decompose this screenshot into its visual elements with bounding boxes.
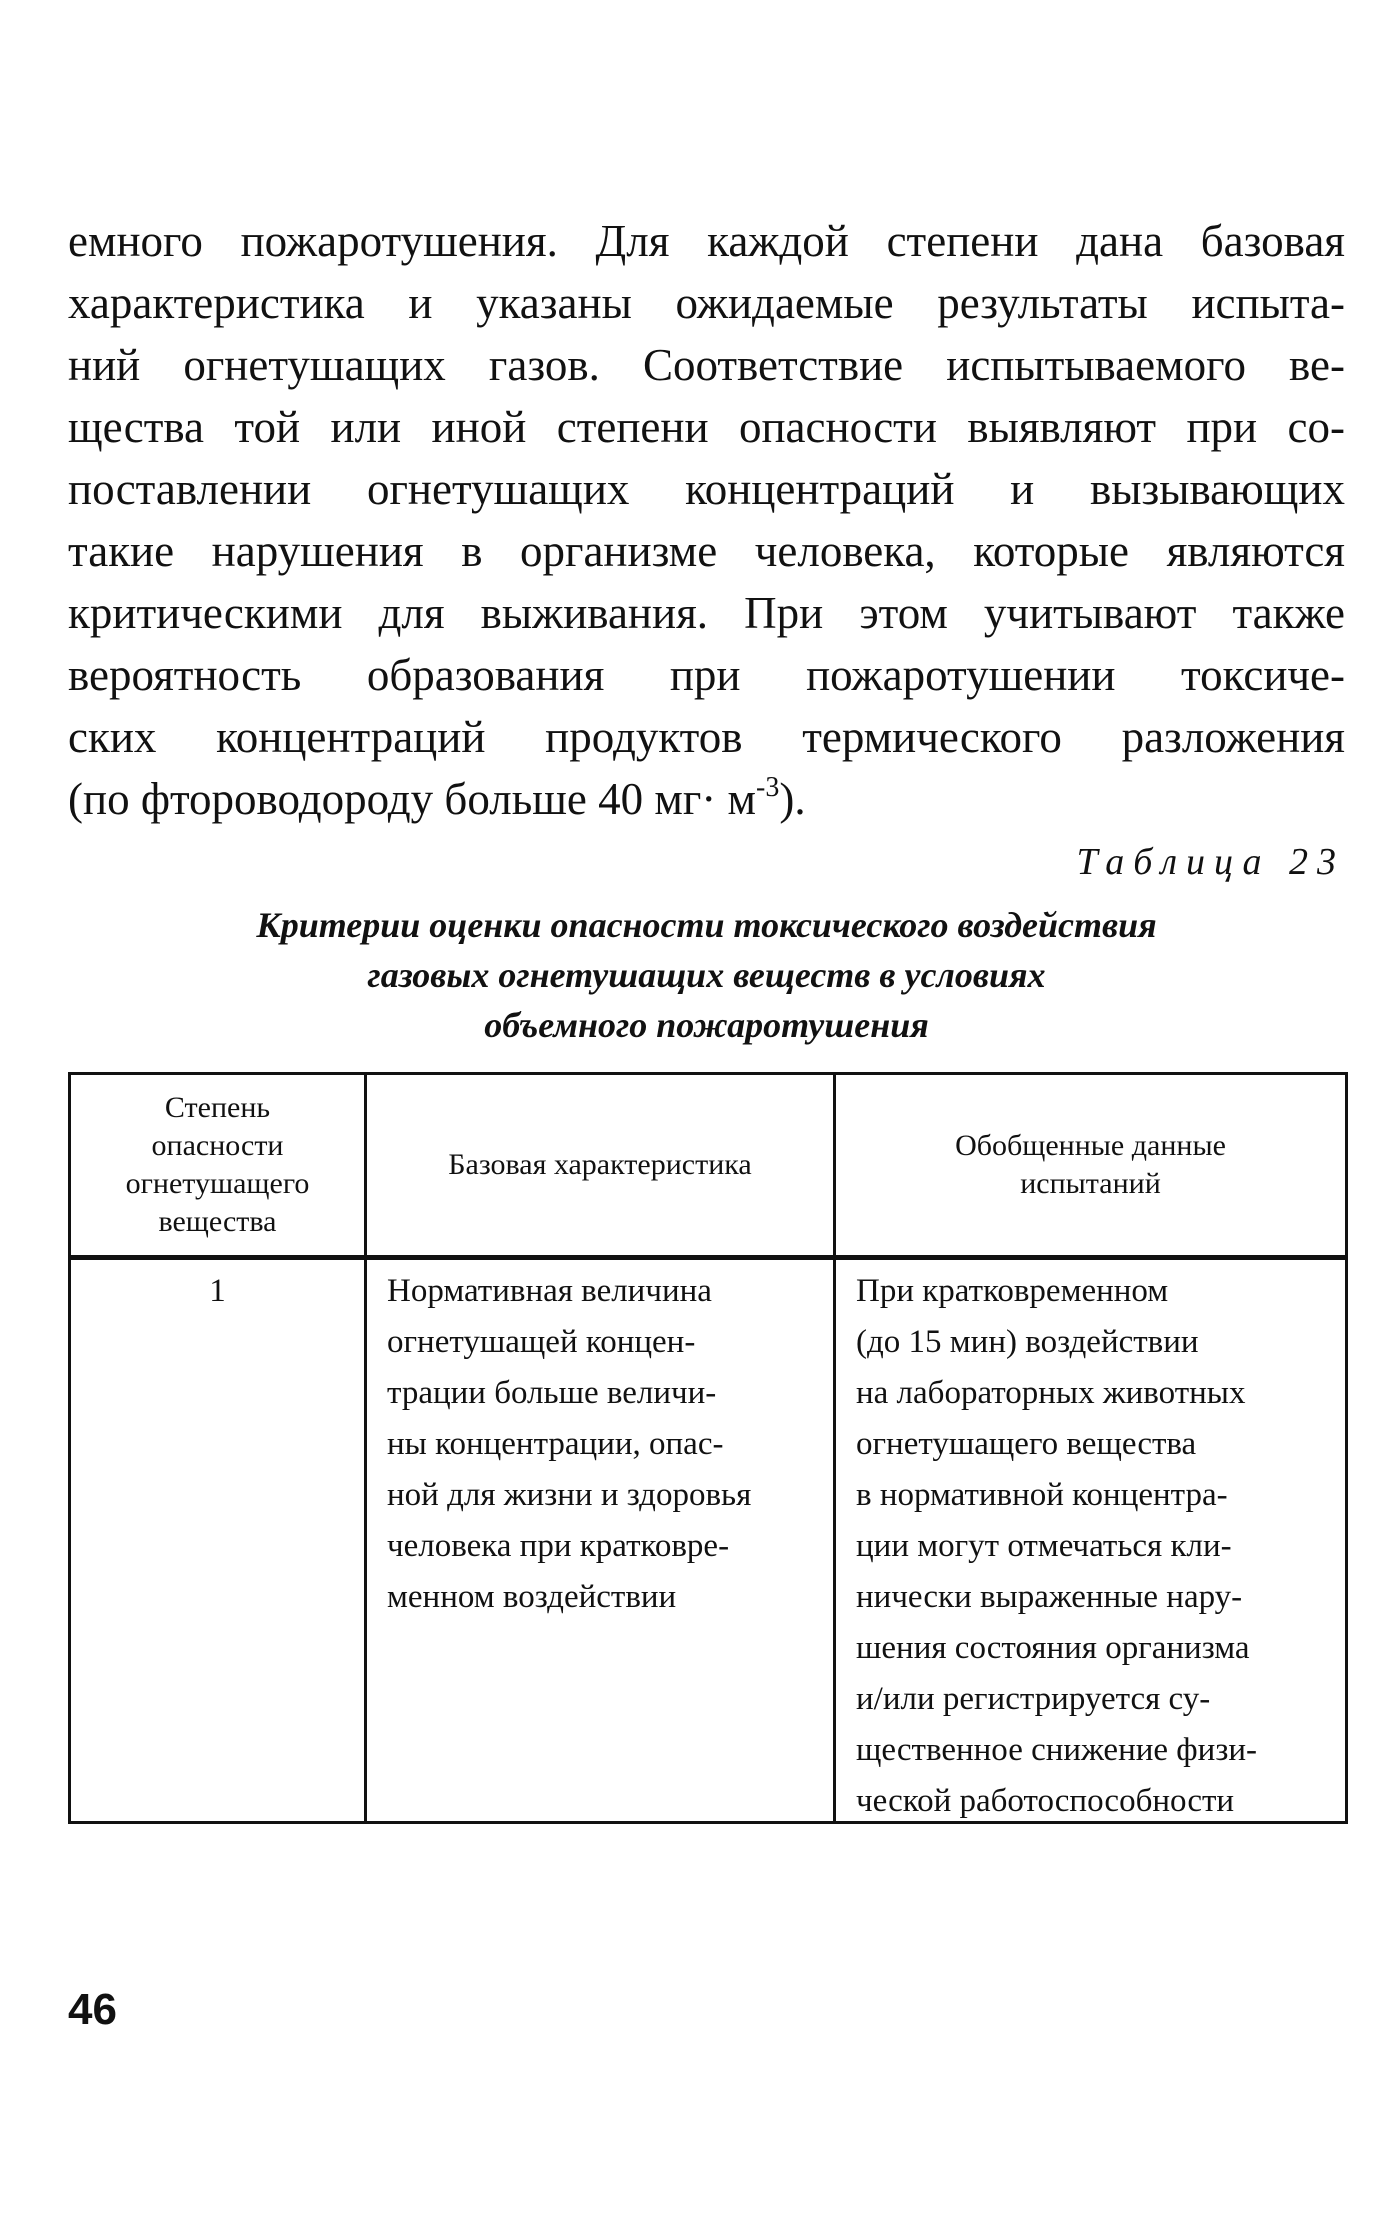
cell-line: в нормативной концентра-	[856, 1477, 1228, 1513]
paragraph-line: такие нарушения в организме человека, которые являются	[68, 526, 1345, 576]
cell-line: нически выраженные нару-	[856, 1579, 1243, 1615]
last-line-suffix: ).	[779, 774, 806, 824]
superscript-exponent: -3	[756, 772, 780, 803]
criteria-table	[68, 1072, 1348, 1824]
table-title-line: объемного пожаротушения	[484, 1005, 929, 1045]
cell-line: 1	[209, 1273, 226, 1309]
paragraph-line: емного пожаротушения. Для каждой степени дана базовая	[68, 216, 1345, 266]
cell-line: ции могут отмечаться кли-	[856, 1528, 1232, 1564]
cell-line: ческой работоспособности	[856, 1783, 1235, 1819]
cell-line: шения состояния организма	[856, 1630, 1250, 1666]
table-cell-test-data	[836, 1260, 1345, 1820]
cell-line: менном воздействии	[387, 1579, 677, 1615]
header-cell-test-data	[836, 1075, 1345, 1255]
header-line: Степень	[164, 1091, 271, 1124]
cell-line: ны концентрации, опас-	[387, 1426, 724, 1462]
header-line: опасности	[151, 1129, 284, 1162]
paragraph-line: поставлении огнетушащих концентраций и вызывающих	[68, 464, 1345, 514]
cell-line: человека при кратковре-	[387, 1528, 730, 1564]
header-line: вещества	[158, 1205, 277, 1238]
last-line-prefix: (по фтороводороду больше 40 мг· м	[68, 774, 756, 824]
header-line: испытаний	[1020, 1167, 1161, 1200]
cell-line: на лабораторных животных	[856, 1375, 1246, 1411]
cell-line: ной для жизни и здоровья	[387, 1477, 752, 1513]
table-cell-base-characteristic	[367, 1260, 833, 1820]
cell-line: При кратковременном	[856, 1273, 1169, 1309]
table-title	[68, 900, 1345, 1050]
header-line: Обобщенные данные	[955, 1129, 1226, 1162]
body-paragraph	[68, 210, 1345, 830]
cell-line: Нормативная величина	[387, 1273, 712, 1309]
paragraph-line: вероятность образования при пожаротушении токсиче-	[68, 650, 1345, 700]
cell-line: огнетушащей концен-	[387, 1324, 696, 1360]
header-cell-degree	[71, 1075, 364, 1255]
cell-line: (до 15 мин) воздействии	[856, 1324, 1199, 1360]
table-label: Таблица 23	[1076, 841, 1345, 883]
paragraph-line: характеристика и указаны ожидаемые результаты испыта-	[68, 278, 1345, 328]
header-line: Базовая характеристика	[448, 1148, 752, 1181]
page-number: 46	[68, 1985, 117, 2034]
paragraph-line: щества той или иной степени опасности выявляют при со-	[68, 402, 1345, 452]
table-title-line: газовых огнетушащих веществ в условиях	[367, 955, 1046, 995]
paragraph-last-line	[68, 768, 1345, 830]
table-title-line: Критерии оценки опасности токсического воздействия	[256, 905, 1157, 945]
paragraph-line: ний огнетушащих газов. Соответствие испытываемого ве-	[68, 340, 1345, 390]
paragraph-line: критическими для выживания. При этом учитывают также	[68, 588, 1345, 638]
cell-line: щественное снижение физи-	[856, 1732, 1258, 1768]
cell-line: трации больше величи-	[387, 1375, 717, 1411]
paragraph-line: ских концентраций продуктов термического разложения	[68, 712, 1345, 762]
header-cell-base-characteristic	[367, 1075, 833, 1255]
header-line: огнетушащего	[125, 1167, 310, 1200]
table-cell-degree	[71, 1260, 364, 1820]
cell-line: и/или регистрируется су-	[856, 1681, 1211, 1717]
cell-line: огнетушащего вещества	[856, 1426, 1197, 1462]
